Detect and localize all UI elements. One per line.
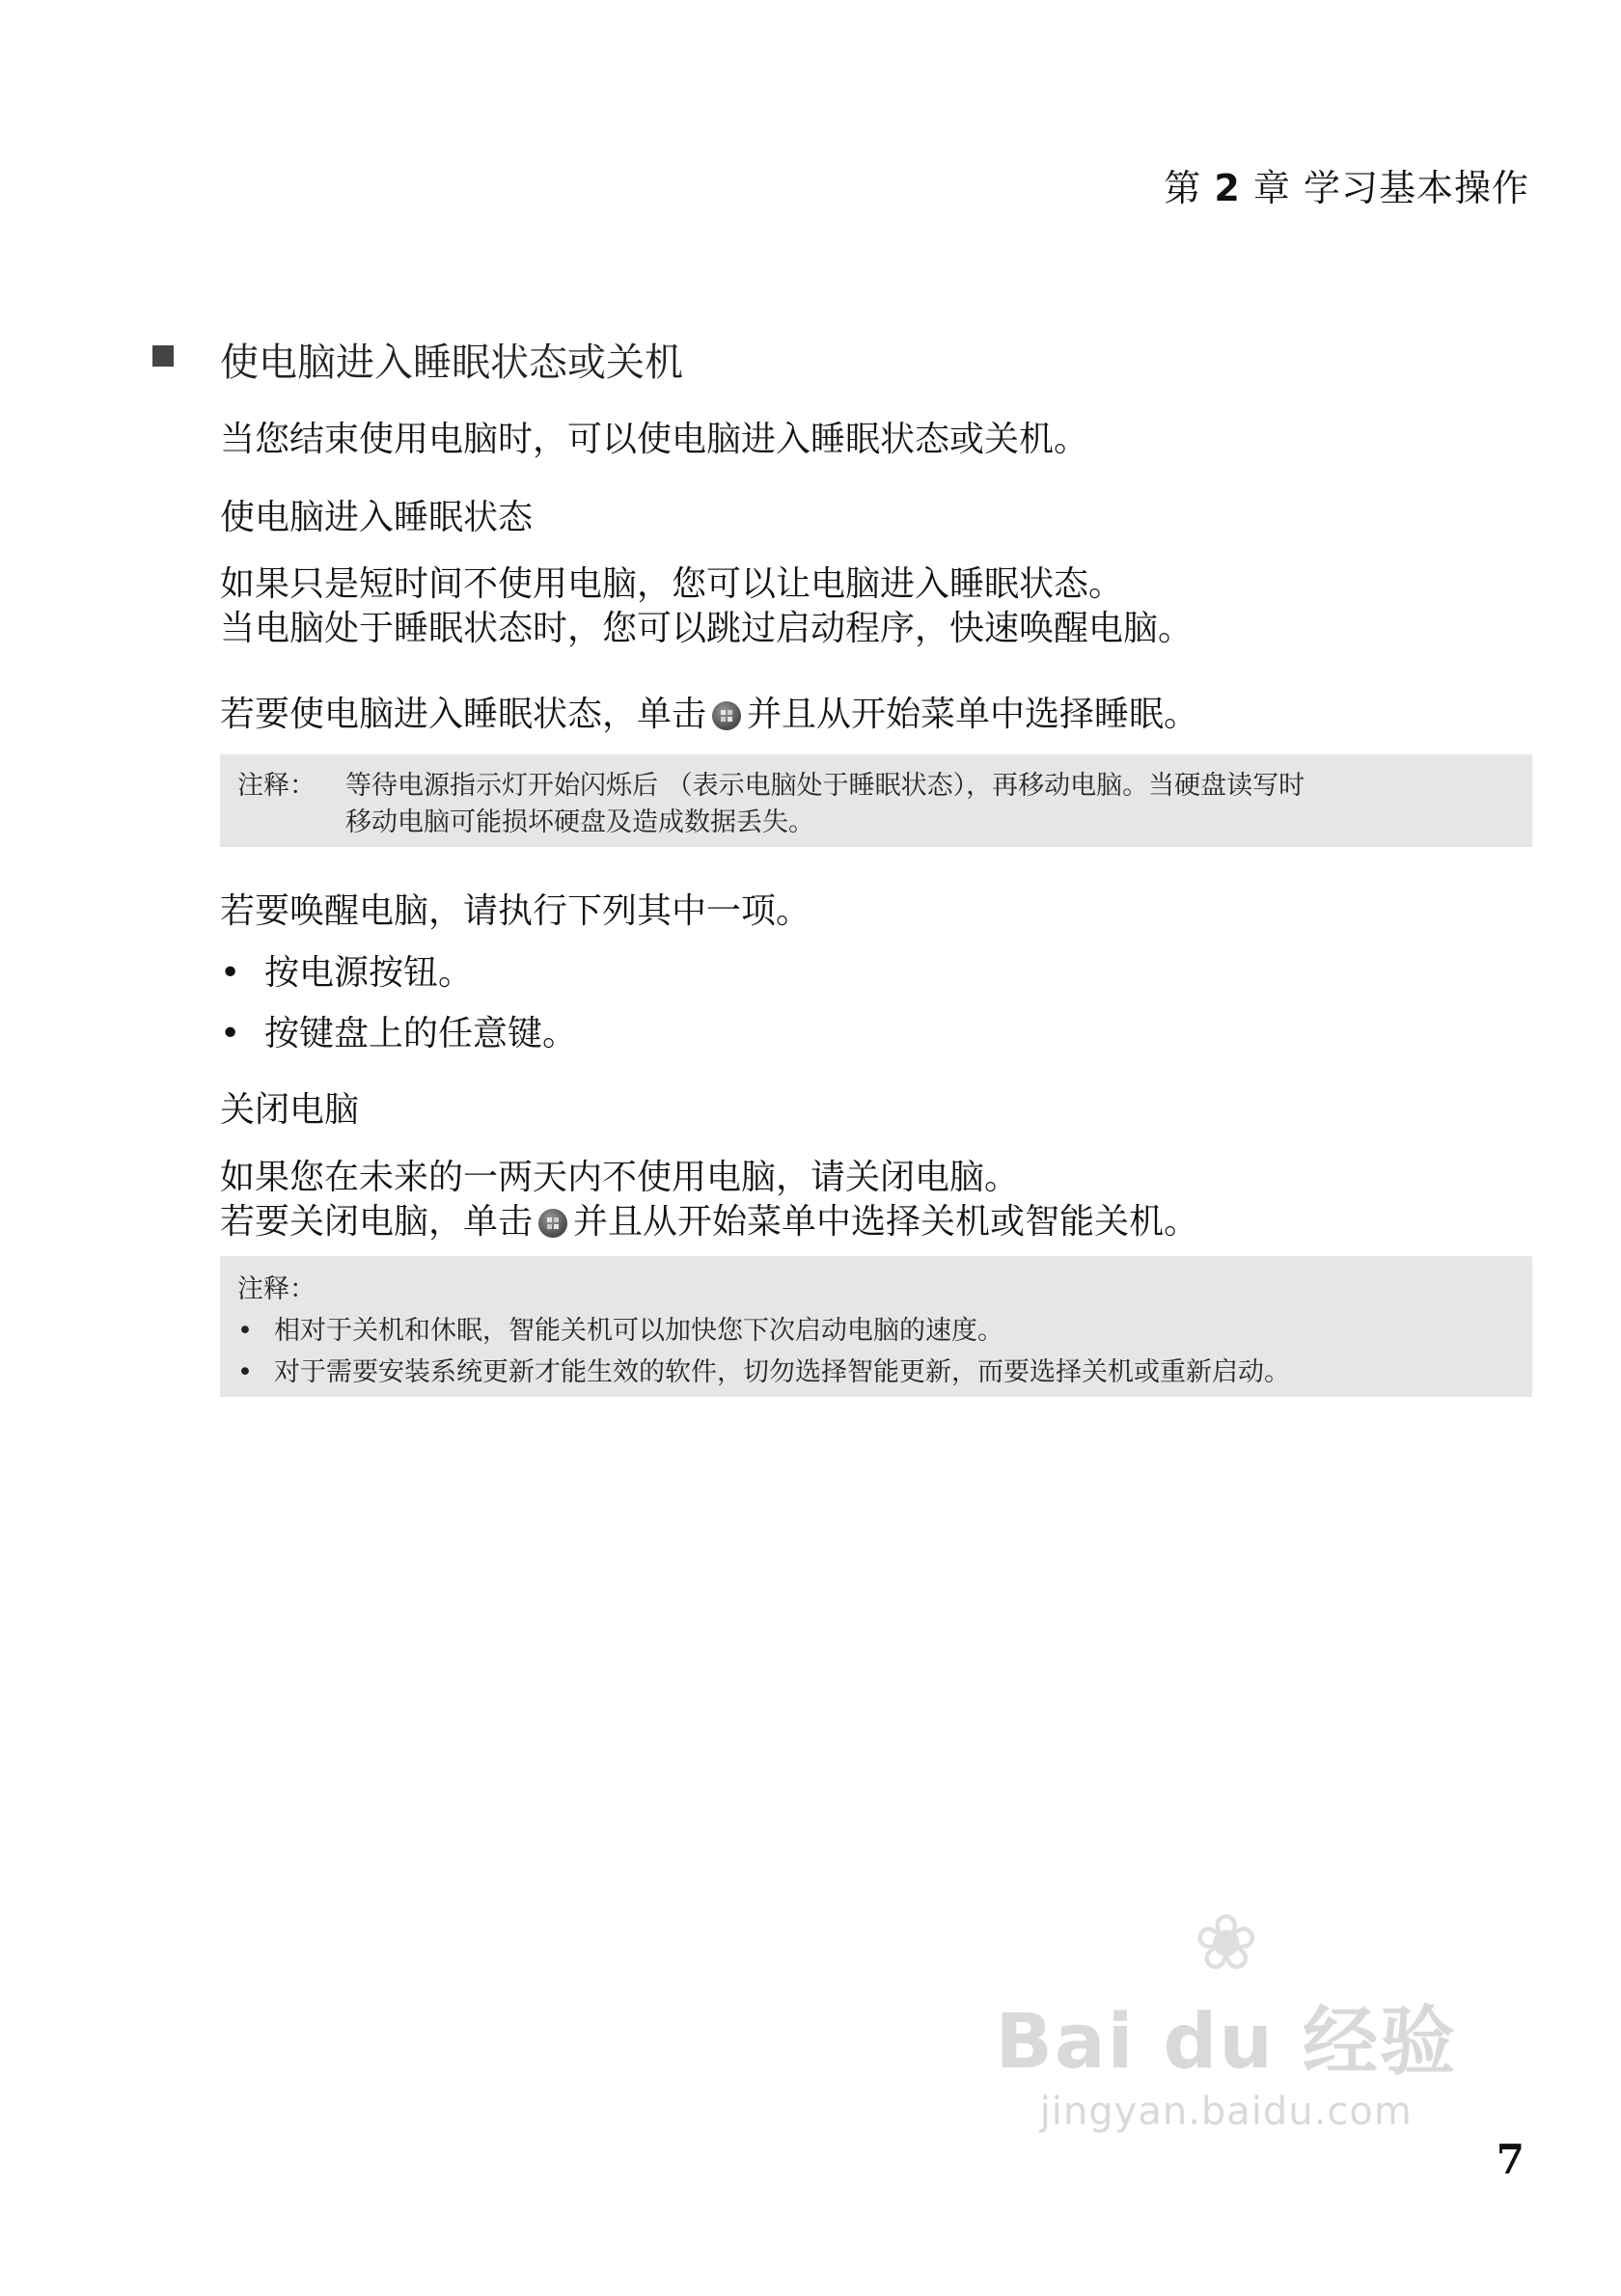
sleep-instruction-text: 若要使电脑进入睡眠状态，单击 <box>220 695 707 734</box>
chapter-title: 章 学习基本操作 <box>1252 167 1529 209</box>
chapter-number: 2 <box>1214 167 1241 209</box>
list-item-text: 按键盘上的任意键。 <box>264 1014 578 1053</box>
note-bold: 重新启动 <box>1160 1357 1264 1387</box>
intro-text: 当您结束使用电脑时，可以使电脑进入睡眠状态或关机。 <box>220 420 1089 459</box>
shutdown-instruction-text-2: 并且从开始菜单中选择 <box>573 1202 921 1242</box>
bullet-icon: • <box>220 1014 241 1053</box>
bullet-icon: • <box>220 953 241 993</box>
note-label: 注释： <box>237 771 316 801</box>
note-line-1: 等待电源指示灯开始闪烁后 （表示电脑处于睡眠状态），再移动电脑。当硬盘读写时 <box>345 771 1305 801</box>
sleep-note-box <box>220 754 1532 847</box>
chapter-prefix: 第 <box>1164 167 1202 209</box>
note-line-2: 移动电脑可能损坏硬盘及造成数据丢失。 <box>345 807 814 837</box>
sleep-heading: 使电脑进入睡眠状态 <box>220 498 534 537</box>
list-item <box>220 1006 577 1055</box>
smart-shutdown-menu-item: 智能关机 <box>1025 1202 1165 1242</box>
shutdown-line-1: 如果您在未来的一两天内不使用电脑，请关闭电脑。 <box>220 1158 1020 1197</box>
or-text: 或 <box>990 1202 1026 1242</box>
page-number: 7 <box>1496 2136 1525 2183</box>
note-item <box>237 1351 1290 1388</box>
watermark-url: jingyan.baidu.com <box>1039 2090 1413 2134</box>
note-text: ，而要选择 <box>951 1357 1082 1387</box>
section-title: 使电脑进入睡眠状态或关机 <box>220 341 683 385</box>
shutdown-heading: 关闭电脑 <box>220 1090 360 1130</box>
watermark-logo: Bai du 经验 <box>995 1999 1457 2086</box>
wake-intro: 若要唤醒电脑，请执行下列其中一项。 <box>220 891 811 931</box>
shutdown-menu-item: 关机 <box>920 1202 991 1242</box>
note-text: 可以加快您下次启动电脑的速度。 <box>613 1316 1003 1346</box>
period: 。 <box>1164 695 1199 734</box>
list-item-text: 按电源按钮。 <box>264 953 474 993</box>
note-bold: 智能关机 <box>508 1316 613 1346</box>
note-text: 相对于 <box>274 1316 352 1346</box>
period: 。 <box>1164 1202 1199 1242</box>
note-bold: 关机 <box>352 1316 404 1346</box>
paw-icon: ❀ <box>1194 1898 1259 1987</box>
sleep-instruction-text-2: 并且从开始菜单中选择 <box>747 695 1095 734</box>
windows-start-icon <box>538 1209 567 1238</box>
note-text: 对于需要安装系统更新才能生效的软件，切勿选择 <box>274 1357 847 1387</box>
note-bold: 关机 <box>1082 1357 1134 1387</box>
note-bold: 智能更新 <box>847 1357 951 1387</box>
baidu-watermark <box>995 1898 1458 2134</box>
sleep-line-2: 当电脑处于睡眠状态时，您可以跳过启动程序，快速唤醒电脑。 <box>220 609 1194 648</box>
bullet-icon: • <box>237 1357 253 1387</box>
sleep-line-1: 如果只是短时间不使用电脑，您可以让电脑进入睡眠状态。 <box>220 564 1124 604</box>
bullet-icon: • <box>237 1316 253 1346</box>
sleep-menu-item: 睡眠 <box>1094 695 1165 734</box>
list-item <box>220 945 473 995</box>
note-text: 和 <box>404 1316 430 1346</box>
note-text: 。 <box>1264 1357 1290 1387</box>
section-marker-icon <box>152 345 174 367</box>
shutdown-note-box <box>220 1256 1532 1397</box>
sleep-paragraph-1 <box>220 562 1193 651</box>
sleep-instruction <box>220 693 1198 737</box>
note-text: 或 <box>1134 1357 1160 1387</box>
windows-start-icon <box>712 701 741 730</box>
chapter-header <box>1164 158 1529 211</box>
note-item <box>237 1309 1003 1347</box>
shutdown-line-2 <box>220 1200 1198 1244</box>
note-text: ， <box>482 1316 508 1346</box>
note-bold: 休眠 <box>430 1316 482 1346</box>
shutdown-instruction-text: 若要关闭电脑，单击 <box>220 1202 534 1242</box>
shutdown-paragraph <box>220 1156 1198 1244</box>
note-label: 注释： <box>237 1274 316 1304</box>
